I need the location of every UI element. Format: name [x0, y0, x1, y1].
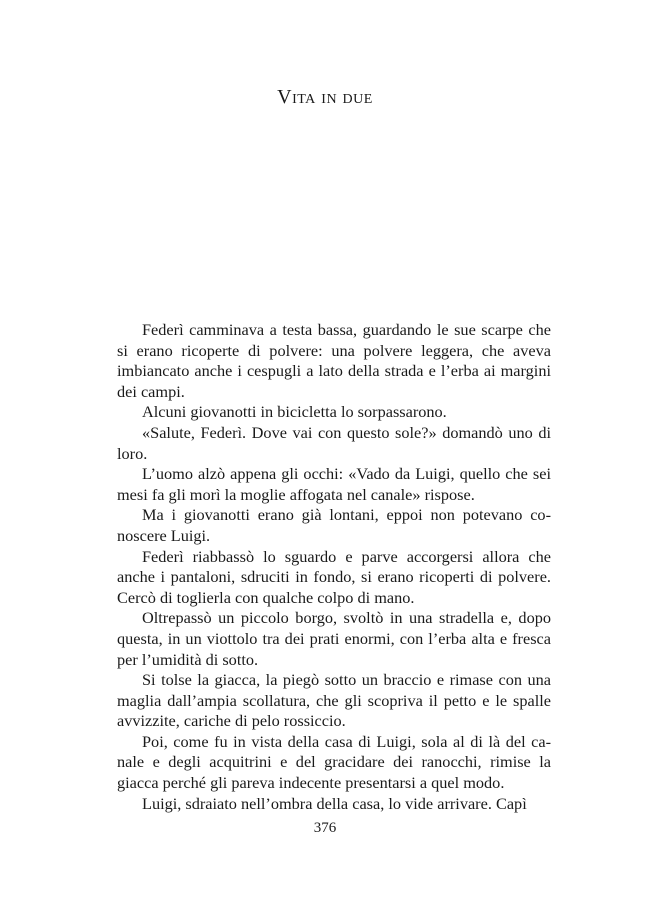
paragraph: Alcuni giovanotti in bicicletta lo sorpassarono. [142, 402, 447, 422]
chapter-title: Vita in due [277, 86, 373, 108]
paragraph: «Salute, Federì. Dove vai con questo sole?» domandò uno di loro. [117, 422, 551, 463]
body-text [117, 320, 551, 814]
page-number: 376 [313, 820, 337, 836]
paragraph: Poi, come fu in vista della casa di Luigi, sola al di là del canale e degli acquitrini e del gracidare dei ranocchi, rimise la giacca perché gli pareva indecente presentarsi a quel modo. [117, 731, 551, 793]
paragraph: Si tolse la giacca, la piegò sotto un braccio e rimase con una maglia dall’ampia scollatura, che gli scopriva il petto e le spalle avvizzite, cariche di pelo rossiccio. [117, 670, 551, 731]
paragraph: Federì riabbassò lo sguardo e parve accorgersi allora che anche i pantaloni, sdruciti in fondo, si erano ricoperti di polvere. Cercò di toglierla con qualche colpo di mano. [117, 546, 551, 607]
paragraph: Ma i giovanotti erano già lontani, eppoi non potevano conoscere Luigi. [117, 505, 551, 545]
paragraph: Federì camminava a testa bassa, guardando le sue scarpe che si erano ricoperte di polvere: una polvere leggera, che aveva imbiancato anche i cespugli a lato della strada e l’erba ai margini dei campi. [117, 320, 551, 401]
paragraph: Luigi, sdraiato nell’ombra della casa, lo vide arrivare. Capì [142, 793, 527, 813]
paragraph: Oltrepassò un piccolo borgo, svoltò in una stradella e, dopo questa, in un viottolo tra dei prati enormi, con l’erba alta e fresca per l’umidità di sotto. [117, 608, 551, 669]
paragraph: L’uomo alzò appena gli occhi: «Vado da Luigi, quello che sei mesi fa gli morì la moglie affogata nel canale» rispose. [117, 464, 551, 504]
